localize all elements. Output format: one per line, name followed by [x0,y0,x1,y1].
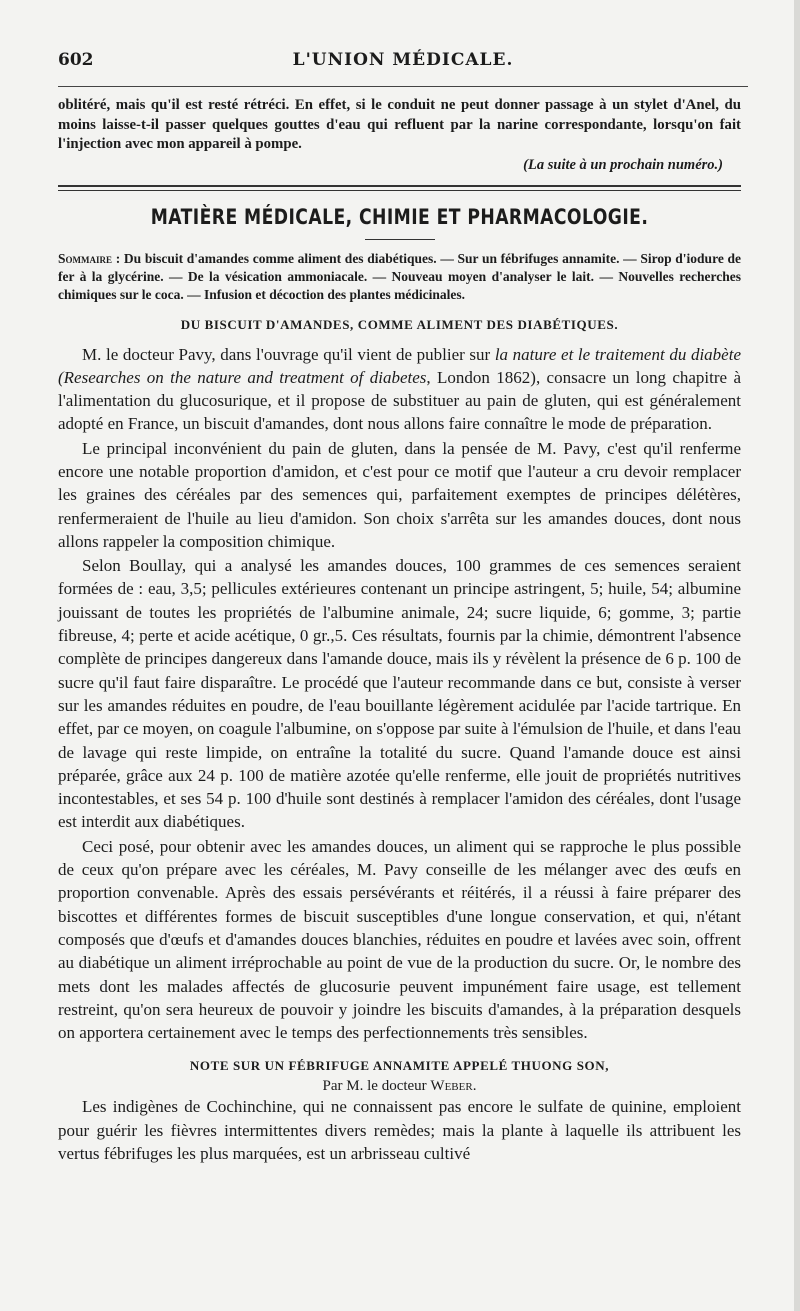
article-paragraph: Le principal inconvénient du pain de gluten, dans la pensée de M. Pavy, c'est qu'il renferme encore une notable proportion d'amidon, et c'est pour ce motif que l'auteur a cru devoir remplacer les graines des céréales par des semences qui, parfaitement exemptes de principes délétères, renfermeraient de l'huile au lieu d'amidon. Son choix s'arrêta sur les amandes douces, dont nous allons rappeler la composition chimique. [58,438,741,551]
journal-title: L'UNION MÉDICALE. [292,50,514,70]
article-paragraph: Ceci posé, pour obtenir avec les amandes douces, un aliment qui se rapproche le plus possible de ceux qu'on prépare avec les céréales, M. Pavy conseille de les mélanger avec des œufs en proportion convenable. Après des essais persévérants et réitérés, il a réussi à faire préparer des biscottes et différentes formes de biscuit susceptibles d'une longue conservation, et qui, n'étant composés que d'œufs et d'amandes douces blanchies, réduites en poudre et lavées avec soin, offrent au diabétique un aliment irréprochable au point de vue de la production du sucre. Or, le nombre des mets dont les malades affectés de glucosurie peuvent impunément faire usage, est tellement restreint, qu'on sera heureux de pouvoir y joindre les biscuits d'amandes, à la préparation desquels on apportera certainement avec le temps des perfectionnements très sensibles. [58,836,741,1043]
sommaire-text: Du biscuit d'amandes comme aliment des diabétiques. — Sur un fébrifuges annamite. — Sirop d'iodure de fer à la glycérine. — De la vésication ammoniacale. — Nouveau moyen d'analyser le lait. — Nouvelles recherches chimiques sur le coca. — Infusion et décoction des plantes médicinales. [58,250,741,302]
carryover-paragraph: oblitéré, mais qu'il est resté rétréci. En effet, si le conduit ne peut donner passage à un stylet d'Anel, du moins laisse-t-il passer quelques gouttes d'eau qui refluent par la narine correspondante, lorsqu'on fait l'injection avec mon appareil à pompe. [58,97,741,152]
running-head [58,46,748,76]
book-title: la nature et le traitement du diabète (Researches on the nature and treatment of diabetes [58,344,741,387]
article-heading-febrifuge: NOTE SUR UN FÉBRIFUGE ANNAMITE APPELÉ THUONG SON, [189,1058,610,1074]
byline-prefix: Par M. le docteur [322,1078,431,1095]
article-paragraph: Selon Boullay, qui a analysé les amandes douces, 100 grammes de ces semences seraient formées de : eau, 3,5; pellicules extérieures contenant un principe astringent, 5; huile, 54; albumine jouissant de toutes les propriétés de l'albumine animale, 24; sucre liquide, 6; gomme, 3; partie fibreuse, 4; perte et acide acétique, 0 gr.,5. Ces résultats, fournis par la chimie, démontrent l'absence complète de principes dangereux dans l'amande douce, mais ils y révèlent la présence de 6 p. 100 de sucre qu'il faut faire disparaître. Le procédé que l'auteur recommande dans ce but, consiste à verser sur les amandes réduites en poudre, de l'eau bouillante légèrement acidulée par l'acide tartrique. En effet, par ce moyen, on coagule l'albumine, on s'oppose par suite à l'émulsion de l'huile, et dans l'eau de lavage qui reste limpide, on entraîne la totalité du sucre. Quand l'amande douce est ainsi préparée, grâce aux 24 p. 100 de matière azotée qu'elle renferme, elle jouit de propriétés nutritives incontestables, et ses 54 p. 100 d'huile sont destinés à remplacer l'amidon des céréales, dont l'usage est interdit aux diabétiques. [58,556,741,832]
article-paragraph: Les indigènes de Cochinchine, qui ne connaissent pas encore le sulfate de quinine, emploient pour guérir les fièvres intermittentes divers remèdes; mais la plante à laquelle ils attribuent les vertus fébrifuges les plus marquées, est un arbrisseau cultivé [58,1097,741,1163]
sommaire [58,250,741,304]
title-rule [365,239,435,240]
text-run: M. le docteur Pavy, dans l'ouvrage qu'il vient de publier sur [82,344,495,364]
page-number: 602 [58,50,94,70]
byline [58,1078,741,1095]
sommaire-label: Sommaire : [58,250,121,266]
text-run: , London 1862), consacre un long chapitre à l'alimentation du glucosurique, et il propose de substituer au pain de gluten, qui est généralement adopté en France, un biscuit d'amandes, dont nous allons faire connaître le mode de préparation. [58,367,741,434]
page-body [58,96,741,1165]
article-paragraph [58,343,741,436]
continuation-note: (La suite à un prochain numéro.) [523,156,723,173]
article-heading-biscuit: DU BISCUIT D'AMANDES, COMME ALIMENT DES DIABÉTIQUES. [180,316,619,332]
header-rule [58,86,748,87]
section-title: MATIÈRE MÉDICALE, CHIMIE ET PHARMACOLOGIE. [150,204,649,229]
author-name: Weber. [430,1078,477,1095]
section-divider [58,185,741,191]
